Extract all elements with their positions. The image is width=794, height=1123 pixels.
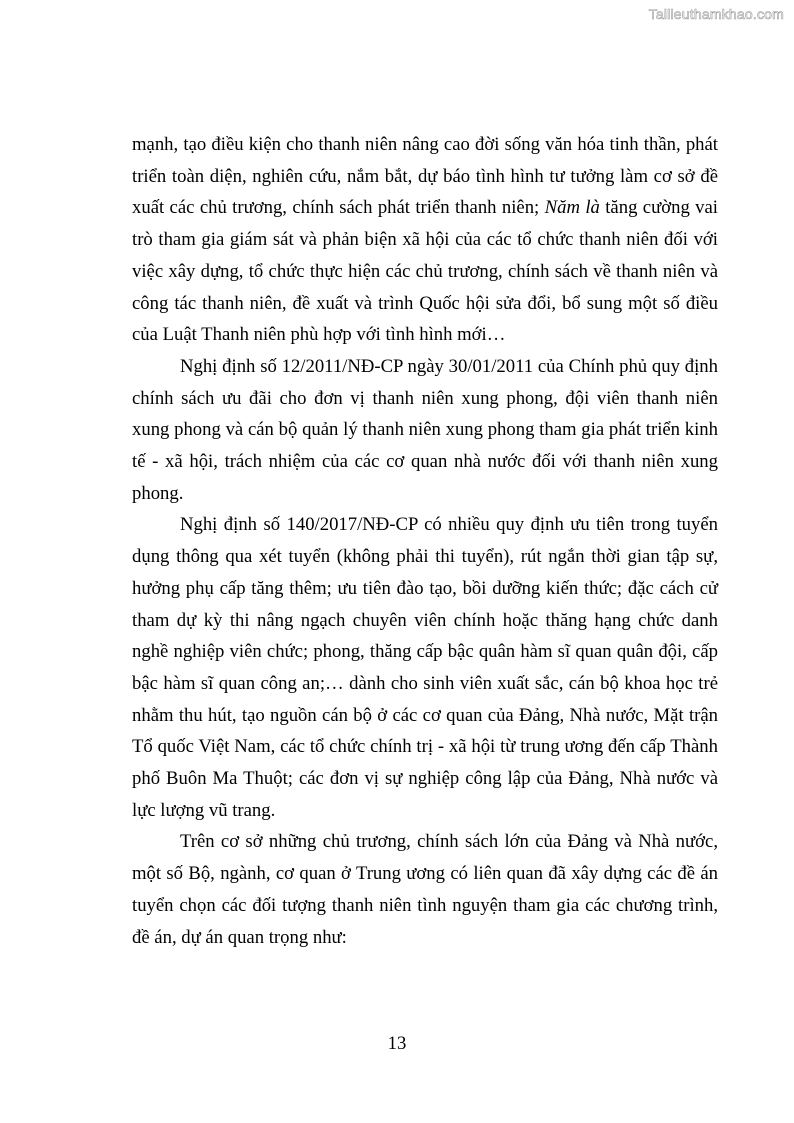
paragraph-1-text-after: tăng cường vai trò tham gia giám sát và phản biện xã hội của các tổ chức thanh niên đối với việc xây dựng, tổ chức thực hiện các chủ trương, chính sách về thanh niên và công tác thanh niên, đề xuất và trình Quốc hội sửa đổi, bổ sung một số điều của Luật Thanh niên phù hợp với tình hình mới… [132, 197, 718, 346]
paragraph-4: Trên cơ sở những chủ trương, chính sách lớn của Đảng và Nhà nước, một số Bộ, ngành, cơ quan ở Trung ương có liên quan đã xây dựng các đề án tuyển chọn các đối tượng thanh niên tình nguyện tham gia các chương trình, đề án, dự án quan trọng như: [132, 831, 718, 948]
paragraph-1-emphasis: Năm là [544, 197, 600, 219]
watermark-text: Tailieuthamkhao.com [648, 6, 784, 22]
document-body [132, 129, 718, 953]
page-number: 13 [387, 1033, 407, 1054]
paragraph-1 [132, 129, 718, 351]
paragraph-1-text-before: mạnh, tạo điều kiện cho thanh niên nâng cao đời sống văn hóa tinh thần, phát triển toàn diện, nghiên cứu, nắm bắt, dự báo tình hình tư tưởng làm cơ sở đề xuất các chủ trương, chính sách phát triển thanh niên; [132, 134, 718, 219]
paragraph-3: Nghị định số 140/2017/NĐ-CP có nhiều quy định ưu tiên trong tuyển dụng thông qua xét tuyển (không phải thi tuyển), rút ngắn thời gian tập sự, hưởng phụ cấp tăng thêm; ưu tiên đào tạo, bồi dưỡng kiến thức; đặc cách cử tham dự kỳ thi nâng ngạch chuyên viên chính hoặc thăng hạng chức danh nghề nghiệp viên chức; phong, thăng cấp bậc quân hàm sĩ quan quân đội, cấp bậc hàm sĩ quan công an;… dành cho sinh viên xuất sắc, cán bộ khoa học trẻ nhằm thu hút, tạo nguồn cán bộ ở các cơ quan của Đảng, Nhà nước, Mặt trận Tổ quốc Việt Nam, các tổ chức chính trị - xã hội từ trung ương đến cấp Thành phố Buôn Ma Thuột; các đơn vị sự nghiệp công lập của Đảng, Nhà nước và lực lượng vũ trang. [132, 514, 718, 821]
paragraph-2: Nghị định số 12/2011/NĐ-CP ngày 30/01/2011 của Chính phủ quy định chính sách ưu đãi cho đơn vị thanh niên xung phong, đội viên thanh niên xung phong và cán bộ quản lý thanh niên xung phong tham gia phát triển kinh tế - xã hội, trách nhiệm của các cơ quan nhà nước đối với thanh niên xung phong. [132, 355, 718, 504]
